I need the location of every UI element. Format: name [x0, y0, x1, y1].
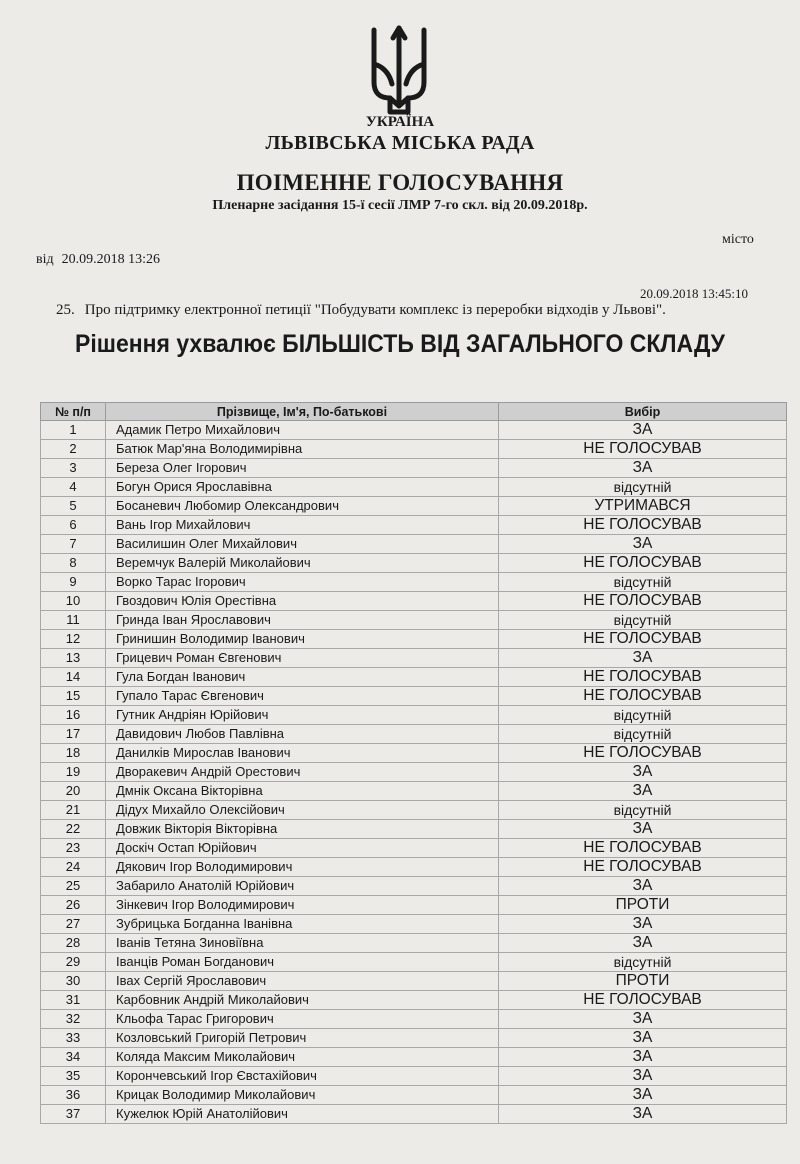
deputy-name: Богун Орися Ярославівна	[106, 478, 499, 497]
deputy-name: Кльофа Тарас Григорович	[106, 1010, 499, 1029]
trident-emblem-icon	[368, 24, 430, 116]
table-row	[41, 934, 787, 953]
vote-choice: відсутній	[499, 478, 787, 497]
row-number: 32	[41, 1010, 106, 1029]
row-number: 37	[41, 1105, 106, 1124]
vote-choice: ЗА	[499, 915, 787, 934]
deputy-name: Дідух Михайло Олексійович	[106, 801, 499, 820]
row-number: 1	[41, 421, 106, 440]
table-row	[41, 839, 787, 858]
row-number: 8	[41, 554, 106, 573]
deputy-name: Адамик Петро Михайлович	[106, 421, 499, 440]
vote-choice: ЗА	[499, 1029, 787, 1048]
vote-choice: НЕ ГОЛОСУВАВ	[499, 554, 787, 573]
table-row	[41, 554, 787, 573]
vote-choice: НЕ ГОЛОСУВАВ	[499, 744, 787, 763]
vote-choice: ЗА	[499, 934, 787, 953]
table-row	[41, 877, 787, 896]
document-title: ПОІМЕННЕ ГОЛОСУВАННЯ	[236, 170, 564, 195]
deputy-name: Кужелюк Юрій Анатолійович	[106, 1105, 499, 1124]
row-number: 6	[41, 516, 106, 535]
header-num: № п/п	[41, 403, 106, 421]
table-row	[41, 421, 787, 440]
deputy-name: Дмнік Оксана Вікторівна	[106, 782, 499, 801]
row-number: 20	[41, 782, 106, 801]
row-number: 4	[41, 478, 106, 497]
header-vote: Вибір	[499, 403, 787, 421]
deputy-name: Береза Олег Ігорович	[106, 459, 499, 478]
vote-choice: відсутній	[499, 706, 787, 725]
deputy-name: Батюк Мар'яна Володимирівна	[106, 440, 499, 459]
agenda-number: 25.	[56, 302, 75, 318]
table-row	[41, 801, 787, 820]
deputy-name: Гутник Андріян Юрійович	[106, 706, 499, 725]
vote-choice: ЗА	[499, 421, 787, 440]
deputy-name: Дворакевич Андрій Орестович	[106, 763, 499, 782]
vote-choice: НЕ ГОЛОСУВАВ	[499, 839, 787, 858]
vote-choice: відсутній	[499, 611, 787, 630]
deputy-name: Коляда Максим Миколайович	[106, 1048, 499, 1067]
deputy-name: Іванців Роман Богданович	[106, 953, 499, 972]
table-row	[41, 573, 787, 592]
vote-choice: НЕ ГОЛОСУВАВ	[499, 991, 787, 1010]
deputy-name: Карбовник Андрій Миколайович	[106, 991, 499, 1010]
table-row	[41, 649, 787, 668]
deputy-name: Гринда Іван Ярославович	[106, 611, 499, 630]
vote-choice: НЕ ГОЛОСУВАВ	[499, 687, 787, 706]
row-number: 35	[41, 1067, 106, 1086]
decision-statement: Рішення ухвалює БІЛЬШІСТЬ ВІД ЗАГАЛЬНОГО СКЛАДУ	[75, 330, 725, 358]
roll-call-table	[40, 402, 787, 1124]
vote-choice: відсутній	[499, 573, 787, 592]
table-row	[41, 592, 787, 611]
vote-choice: НЕ ГОЛОСУВАВ	[499, 440, 787, 459]
row-number: 18	[41, 744, 106, 763]
row-number: 10	[41, 592, 106, 611]
agenda-text: Про підтримку електронної петиції "Побудувати комплекс із переробки відходів у Львові".	[84, 302, 666, 318]
vote-choice: ПРОТИ	[499, 972, 787, 991]
row-number: 22	[41, 820, 106, 839]
deputy-name: Зубрицька Богданна Іванівна	[106, 915, 499, 934]
table-row	[41, 782, 787, 801]
vote-choice: відсутній	[499, 953, 787, 972]
from-label: від	[36, 252, 54, 267]
deputy-name: Босаневич Любомир Олександрович	[106, 497, 499, 516]
vote-choice: ЗА	[499, 1086, 787, 1105]
deputy-name: Данилків Мирослав Іванович	[106, 744, 499, 763]
row-number: 25	[41, 877, 106, 896]
deputy-name: Гринишин Володимир Іванович	[106, 630, 499, 649]
table-row	[41, 706, 787, 725]
city-label: місто	[722, 232, 754, 247]
row-number: 5	[41, 497, 106, 516]
deputy-name: Крицак Володимир Миколайович	[106, 1086, 499, 1105]
row-number: 16	[41, 706, 106, 725]
row-number: 27	[41, 915, 106, 934]
vote-choice: НЕ ГОЛОСУВАВ	[499, 630, 787, 649]
deputy-name: Забарило Анатолій Юрійович	[106, 877, 499, 896]
row-number: 2	[41, 440, 106, 459]
row-number: 13	[41, 649, 106, 668]
deputy-name: Вань Ігор Михайлович	[106, 516, 499, 535]
table-row	[41, 1010, 787, 1029]
row-number: 21	[41, 801, 106, 820]
row-number: 12	[41, 630, 106, 649]
table-row	[41, 744, 787, 763]
deputy-name: Веремчук Валерій Миколайович	[106, 554, 499, 573]
header-name: Прізвище, Ім'я, По-батькові	[106, 403, 499, 421]
table-row	[41, 763, 787, 782]
table-row	[41, 1029, 787, 1048]
row-number: 11	[41, 611, 106, 630]
agenda-item	[56, 302, 666, 319]
vote-choice: НЕ ГОЛОСУВАВ	[499, 668, 787, 687]
row-number: 30	[41, 972, 106, 991]
vote-choice: ЗА	[499, 877, 787, 896]
session-info: Пленарне засідання 15-ї сесії ЛМР 7-го скл. від 20.09.2018р.	[212, 198, 588, 213]
country-name: УКРАЇНА	[365, 114, 435, 130]
vote-choice: ЗА	[499, 535, 787, 554]
deputy-name: Зінкевич Ігор Володимирович	[106, 896, 499, 915]
deputy-name: Доскіч Остап Юрійович	[106, 839, 499, 858]
vote-choice: НЕ ГОЛОСУВАВ	[499, 516, 787, 535]
vote-choice: ЗА	[499, 1048, 787, 1067]
row-number: 29	[41, 953, 106, 972]
deputy-name: Гупало Тарас Євгенович	[106, 687, 499, 706]
table-header-row	[41, 403, 787, 421]
deputy-name: Грицевич Роман Євгенович	[106, 649, 499, 668]
table-row	[41, 668, 787, 687]
table-row	[41, 630, 787, 649]
deputy-name: Гвоздович Юлія Орестівна	[106, 592, 499, 611]
vote-choice: відсутній	[499, 801, 787, 820]
table-row	[41, 440, 787, 459]
from-date: 20.09.2018 13:26	[61, 252, 161, 267]
table-row	[41, 687, 787, 706]
vote-choice: ПРОТИ	[499, 896, 787, 915]
table-row	[41, 1105, 787, 1124]
row-number: 19	[41, 763, 106, 782]
row-number: 33	[41, 1029, 106, 1048]
row-number: 9	[41, 573, 106, 592]
table-row	[41, 497, 787, 516]
table-row	[41, 1067, 787, 1086]
vote-timestamp: 20.09.2018 13:45:10	[640, 286, 748, 301]
deputy-name: Гула Богдан Іванович	[106, 668, 499, 687]
row-number: 26	[41, 896, 106, 915]
vote-choice: ЗА	[499, 763, 787, 782]
row-number: 23	[41, 839, 106, 858]
table-row	[41, 535, 787, 554]
vote-choice: відсутній	[499, 725, 787, 744]
vote-choice: ЗА	[499, 820, 787, 839]
table-row	[41, 611, 787, 630]
table-row	[41, 478, 787, 497]
row-number: 14	[41, 668, 106, 687]
from-date-line	[36, 252, 160, 268]
council-name: ЛЬВІВСЬКА МІСЬКА РАДА	[265, 132, 535, 154]
row-number: 15	[41, 687, 106, 706]
row-number: 3	[41, 459, 106, 478]
vote-choice: ЗА	[499, 1010, 787, 1029]
deputy-name: Дякович Ігор Володимирович	[106, 858, 499, 877]
table-row	[41, 459, 787, 478]
table-row	[41, 953, 787, 972]
deputy-name: Іванів Тетяна Зиновіївна	[106, 934, 499, 953]
vote-choice: НЕ ГОЛОСУВАВ	[499, 592, 787, 611]
row-number: 28	[41, 934, 106, 953]
table-row	[41, 820, 787, 839]
deputy-name: Івах Сергій Ярославович	[106, 972, 499, 991]
table-row	[41, 915, 787, 934]
row-number: 7	[41, 535, 106, 554]
table-row	[41, 1048, 787, 1067]
deputy-name: Довжик Вікторія Вікторівна	[106, 820, 499, 839]
vote-choice: НЕ ГОЛОСУВАВ	[499, 858, 787, 877]
table-row	[41, 858, 787, 877]
table-row	[41, 972, 787, 991]
vote-choice: ЗА	[499, 1067, 787, 1086]
table-row	[41, 516, 787, 535]
vote-choice: УТРИМАВСЯ	[499, 497, 787, 516]
deputy-name: Козловський Григорій Петрович	[106, 1029, 499, 1048]
table-row	[41, 1086, 787, 1105]
vote-choice: ЗА	[499, 459, 787, 478]
deputy-name: Давидович Любов Павлівна	[106, 725, 499, 744]
deputy-name: Корончевський Ігор Євстахійович	[106, 1067, 499, 1086]
table-row	[41, 725, 787, 744]
deputy-name: Василишин Олег Михайлович	[106, 535, 499, 554]
row-number: 31	[41, 991, 106, 1010]
deputy-name: Ворко Тарас Ігорович	[106, 573, 499, 592]
table-row	[41, 991, 787, 1010]
vote-choice: ЗА	[499, 1105, 787, 1124]
row-number: 34	[41, 1048, 106, 1067]
row-number: 36	[41, 1086, 106, 1105]
row-number: 24	[41, 858, 106, 877]
row-number: 17	[41, 725, 106, 744]
vote-choice: ЗА	[499, 649, 787, 668]
table-row	[41, 896, 787, 915]
vote-choice: ЗА	[499, 782, 787, 801]
